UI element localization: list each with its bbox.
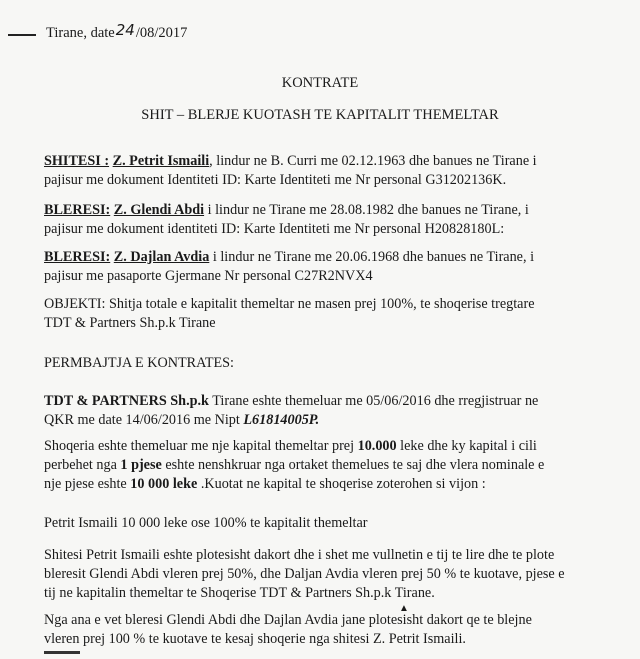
caret-mark: ▲ <box>399 603 409 614</box>
buyer1-paragraph: BLERESI: Z. Glendi Abdi i lindur ne Tirane me 28.08.1982 dhe banues ne Tirane, i pajisur me dokument identiteti ID: Karte Identiteti me Nr personal H20828180L: <box>44 202 529 237</box>
buyer1-name: Z. Glendi Abdi <box>113 202 205 218</box>
document-subtitle: SHIT – BLERJE KUOTASH TE KAPITALIT THEMELTAR <box>141 107 499 123</box>
margin-dash-mark <box>8 34 36 36</box>
company-paragraph: TDT & PARTNERS Sh.p.k Tirane eshte themeluar me 05/06/2016 dhe rregjistruar ne QKR me date 14/06/2016 me Nipt L61814005P. <box>44 393 539 428</box>
buyer2-paragraph: BLERESI: Z. Dajlan Avdia i lindur ne Tirane me 20.06.1968 dhe banues ne Tirane, i pajisur me pasaporte Gjermane Nr personal C27R2NVX4 <box>44 249 535 284</box>
buyer2-label: BLERESI: <box>44 249 111 265</box>
bottom-edge-mark <box>44 651 80 654</box>
date-prefix: Tirane, date <box>46 25 115 41</box>
object-paragraph: OBJEKTI: Shitja totale e kapitalit themeltar ne masen prej 100%, te shoqerise tregtare TDT & Partners Sh.p.k Tirane <box>44 296 535 331</box>
agreement-paragraph: Shitesi Petrit Ismaili eshte plotesisht dakort dhe i shet me vullnetin e tij te lire dhe te plote bleresit Glendi Abdi vleren prej 50%, dhe Daljan Avdia vleren prej 50 % te kuotave, pjese e tij ne kapitalin themeltar te Shoqerise TDT & Partners Sh.p.k Tirane. <box>44 547 565 601</box>
buyer1-label: BLERESI: <box>44 202 111 218</box>
capital-paragraph: Shoqeria eshte themeluar me nje kapital themeltar prej 10.000 leke dhe ky kapital i cili perbehet nga 1 pjese eshte nenshkruar nga ortaket themelues te saj dhe vlera nominale e nje pjese eshte 10 000 leke .Kuotat ne kapital te shoqerise zoterohen si vijon : <box>44 438 545 492</box>
date-line <box>46 23 187 42</box>
seller-name: Z. Petrit Ismaili <box>112 153 210 169</box>
document-title: KONTRATE <box>281 75 359 91</box>
shareholding-line: Petrit Ismaili 10 000 leke ose 100% te kapitalit themeltar <box>44 515 368 531</box>
company-name: TDT & PARTNERS Sh.p.k <box>44 393 209 409</box>
company-nipt: L61814005P. <box>243 412 320 428</box>
buyer2-name: Z. Dajlan Avdia <box>113 249 210 265</box>
contents-heading: PERMBAJTJA E KONTRATES: <box>44 355 234 371</box>
final-paragraph: Nga ana e vet bleresi Glendi Abdi dhe Dajlan Avdia jane plotesisht dakort qe te blejne vleren prej 100 % te kuotave te kesaj shoqerie nga shitesi Z. Petrit Ismaili. <box>44 612 532 647</box>
handwritten-day: 24 <box>115 21 135 39</box>
seller-label: SHITESI : <box>44 153 110 169</box>
seller-paragraph: SHITESI : Z. Petrit Ismaili, lindur ne B. Curri me 02.12.1963 dhe banues ne Tirane i pajisur me dokument Identiteti ID: Karte Identiteti me Nr personal G31202136K. <box>44 153 537 188</box>
date-suffix: /08/2017 <box>135 25 188 41</box>
